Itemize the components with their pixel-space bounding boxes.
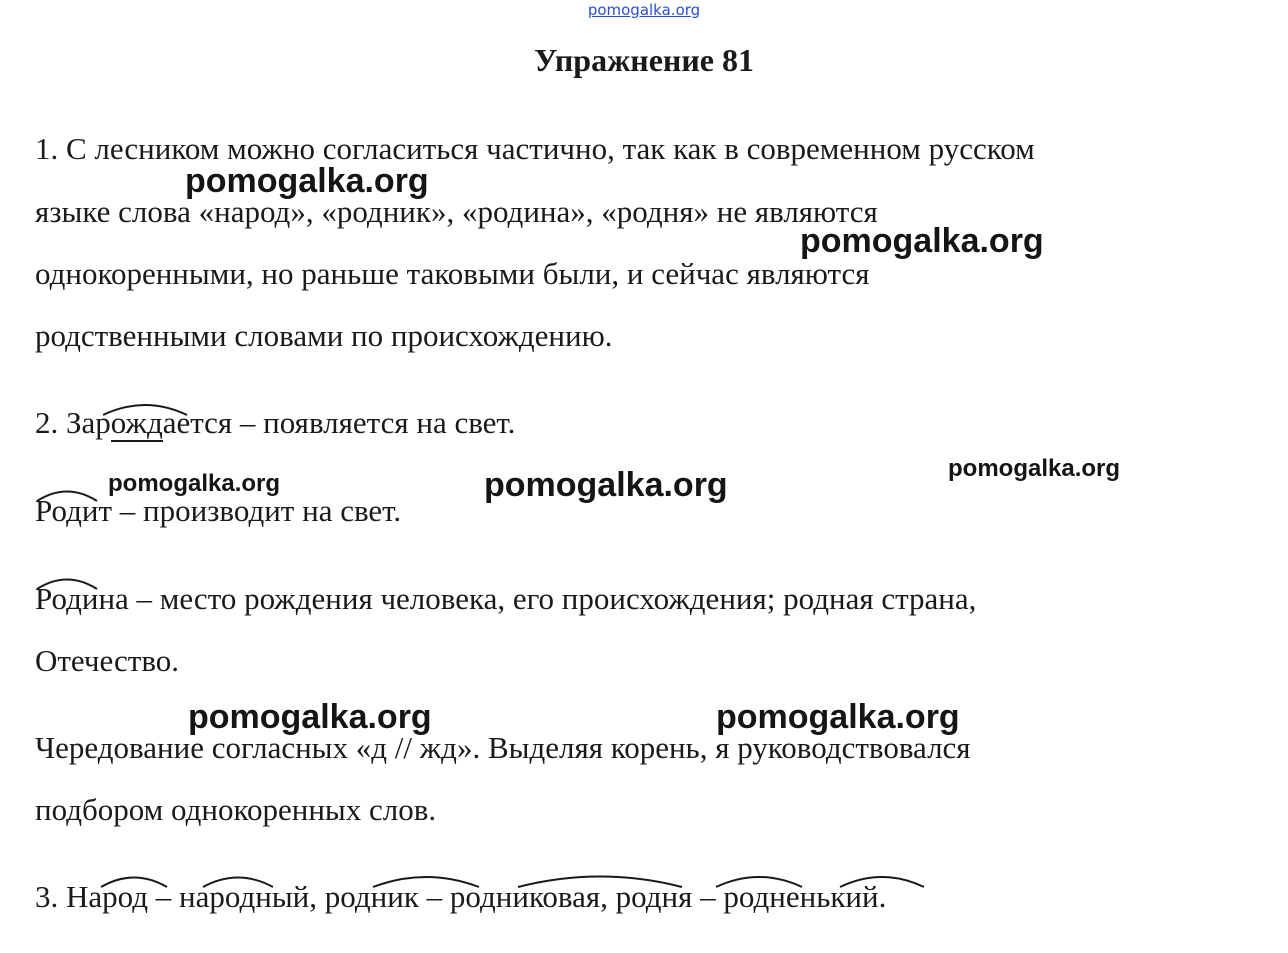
site-link[interactable]: pomogalka.org: [587, 1, 701, 19]
text-line: Родина – место рождения человека, его происхождения; родная страна,: [35, 581, 977, 616]
root-arc-mark: [34, 484, 100, 504]
text-line: подбором однокоренных слов.: [35, 792, 437, 827]
root-arc-mark: [713, 870, 805, 890]
watermark-text: pomogalka.org: [188, 698, 432, 736]
watermark-text: pomogalka.org: [948, 455, 1121, 482]
root-arc-mark: [515, 870, 685, 890]
text-line: Чередование согласных «д // жд». Выделяя корень, я руководствовался: [35, 730, 971, 765]
root-arc-mark: [837, 870, 927, 890]
page-title: Упражнение 81: [533, 42, 754, 78]
watermark-text: pomogalka.org: [185, 162, 429, 200]
text-line: языке слова «народ», «родник», «родина», «родня» не являются: [35, 194, 878, 229]
root-arc-mark: [200, 870, 276, 890]
root-arc-mark: [34, 572, 100, 592]
watermark-text: pomogalka.org: [800, 222, 1044, 260]
text-line: Родит – производит на свет.: [35, 493, 402, 528]
text-line: родственными словами по происхождению.: [35, 318, 613, 353]
watermark-text: pomogalka.org: [108, 470, 281, 497]
root-arc-mark: [370, 870, 482, 890]
watermark-text: pomogalka.org: [716, 698, 960, 736]
word-prefix: 2. Зар: [35, 405, 111, 440]
text-line: Отечество.: [35, 643, 180, 678]
text-line: однокоренными, но раньше таковыми были, и сейчас являются: [35, 256, 870, 291]
text-line: 3. Народ – народный, родник – родниковая, родня – родненький.: [35, 879, 887, 914]
text-line: 1. С лесником можно согласиться частично, так как в современном русском: [35, 131, 1035, 166]
alternation-marked: ожд: [110, 405, 163, 440]
root-arc-mark: [98, 870, 170, 890]
root-arc-mark: [100, 398, 190, 418]
watermark-text: pomogalka.org: [484, 466, 728, 504]
word-suffix: ается – появляется на свет.: [162, 405, 516, 440]
